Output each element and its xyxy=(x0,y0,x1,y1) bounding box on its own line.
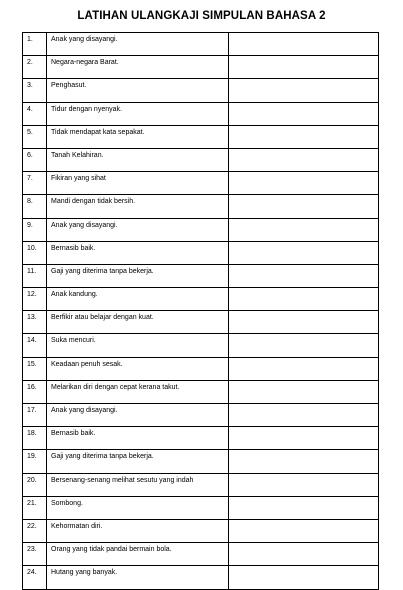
phrase-cell: Tidak mendapat kata sepakat. xyxy=(47,125,229,148)
phrase-cell: Gaji yang diterima tanpa bekerja. xyxy=(47,264,229,287)
answer-cell xyxy=(229,404,379,427)
table-row xyxy=(23,241,379,264)
phrase-cell: Gaji yang diterima tanpa bekerja. xyxy=(47,450,229,473)
phrase-cell: Hutang yang banyak. xyxy=(47,566,229,589)
answer-cell xyxy=(229,288,379,311)
table-row xyxy=(23,357,379,380)
row-number: 22. xyxy=(23,519,47,542)
phrase-cell: Sombong. xyxy=(47,496,229,519)
row-number: 20. xyxy=(23,473,47,496)
table-row xyxy=(23,496,379,519)
table-row xyxy=(23,264,379,287)
phrase-cell: Bernasib baik. xyxy=(47,427,229,450)
table-row xyxy=(23,148,379,171)
answer-cell xyxy=(229,380,379,403)
row-number: 16. xyxy=(23,380,47,403)
table-row xyxy=(23,125,379,148)
row-number: 10. xyxy=(23,241,47,264)
table-row xyxy=(23,79,379,102)
answer-cell xyxy=(229,450,379,473)
row-number: 3. xyxy=(23,79,47,102)
answer-cell xyxy=(229,195,379,218)
table-row xyxy=(23,334,379,357)
answer-cell xyxy=(229,496,379,519)
row-number: 2. xyxy=(23,56,47,79)
answer-cell xyxy=(229,79,379,102)
row-number: 13. xyxy=(23,311,47,334)
table-row xyxy=(23,519,379,542)
row-number: 5. xyxy=(23,125,47,148)
answer-cell xyxy=(229,334,379,357)
phrase-cell: Anak yang disayangi. xyxy=(47,33,229,56)
phrase-cell: Melarikan diri dengan cepat kerana takut. xyxy=(47,380,229,403)
table-row xyxy=(23,288,379,311)
answer-cell xyxy=(229,102,379,125)
table-row xyxy=(23,450,379,473)
row-number: 17. xyxy=(23,404,47,427)
row-number: 11. xyxy=(23,264,47,287)
phrase-cell: Negara-negara Barat. xyxy=(47,56,229,79)
worksheet-table-body xyxy=(23,33,379,590)
table-row xyxy=(23,566,379,589)
row-number: 18. xyxy=(23,427,47,450)
row-number: 6. xyxy=(23,148,47,171)
answer-cell xyxy=(229,218,379,241)
answer-cell xyxy=(229,473,379,496)
row-number: 24. xyxy=(23,566,47,589)
answer-cell xyxy=(229,427,379,450)
table-row xyxy=(23,33,379,56)
row-number: 1. xyxy=(23,33,47,56)
phrase-cell: Fikiran yang sihat xyxy=(47,172,229,195)
answer-cell xyxy=(229,241,379,264)
phrase-cell: Anak yang disayangi. xyxy=(47,404,229,427)
answer-cell xyxy=(229,264,379,287)
answer-cell xyxy=(229,566,379,589)
row-number: 8. xyxy=(23,195,47,218)
table-row xyxy=(23,473,379,496)
answer-cell xyxy=(229,543,379,566)
row-number: 4. xyxy=(23,102,47,125)
phrase-cell: Anak kandung. xyxy=(47,288,229,311)
answer-cell xyxy=(229,148,379,171)
answer-cell xyxy=(229,519,379,542)
phrase-cell: Tidur dengan nyenyak. xyxy=(47,102,229,125)
table-row xyxy=(23,172,379,195)
answer-cell xyxy=(229,357,379,380)
table-row xyxy=(23,56,379,79)
row-number: 15. xyxy=(23,357,47,380)
phrase-cell: Penghasut. xyxy=(47,79,229,102)
phrase-cell: Berfikir atau belajar dengan kuat. xyxy=(47,311,229,334)
phrase-cell: Keadaan penuh sesak. xyxy=(47,357,229,380)
table-row xyxy=(23,380,379,403)
table-row xyxy=(23,404,379,427)
phrase-cell: Bernasib baik. xyxy=(47,241,229,264)
answer-cell xyxy=(229,125,379,148)
table-row xyxy=(23,218,379,241)
answer-cell xyxy=(229,172,379,195)
worksheet-title: LATIHAN ULANGKAJI SIMPULAN BAHASA 2 xyxy=(77,10,326,22)
phrase-cell: Suka mencuri. xyxy=(47,334,229,357)
answer-cell xyxy=(229,311,379,334)
table-row xyxy=(23,195,379,218)
row-number: 7. xyxy=(23,172,47,195)
phrase-cell: Orang yang tidak pandai bermain bola. xyxy=(47,543,229,566)
worksheet-table xyxy=(22,32,379,590)
row-number: 9. xyxy=(23,218,47,241)
row-number: 23. xyxy=(23,543,47,566)
answer-cell xyxy=(229,56,379,79)
row-number: 12. xyxy=(23,288,47,311)
table-row xyxy=(23,427,379,450)
table-row xyxy=(23,102,379,125)
row-number: 21. xyxy=(23,496,47,519)
phrase-cell: Mandi dengan tidak bersih. xyxy=(47,195,229,218)
phrase-cell: Tanah Kelahiran. xyxy=(47,148,229,171)
phrase-cell: Bersenang-senang melihat sesutu yang indah xyxy=(47,473,229,496)
phrase-cell: Anak yang disayangi. xyxy=(47,218,229,241)
row-number: 14. xyxy=(23,334,47,357)
row-number: 19. xyxy=(23,450,47,473)
phrase-cell: Kehormatan diri. xyxy=(47,519,229,542)
answer-cell xyxy=(229,33,379,56)
table-row xyxy=(23,311,379,334)
table-row xyxy=(23,543,379,566)
